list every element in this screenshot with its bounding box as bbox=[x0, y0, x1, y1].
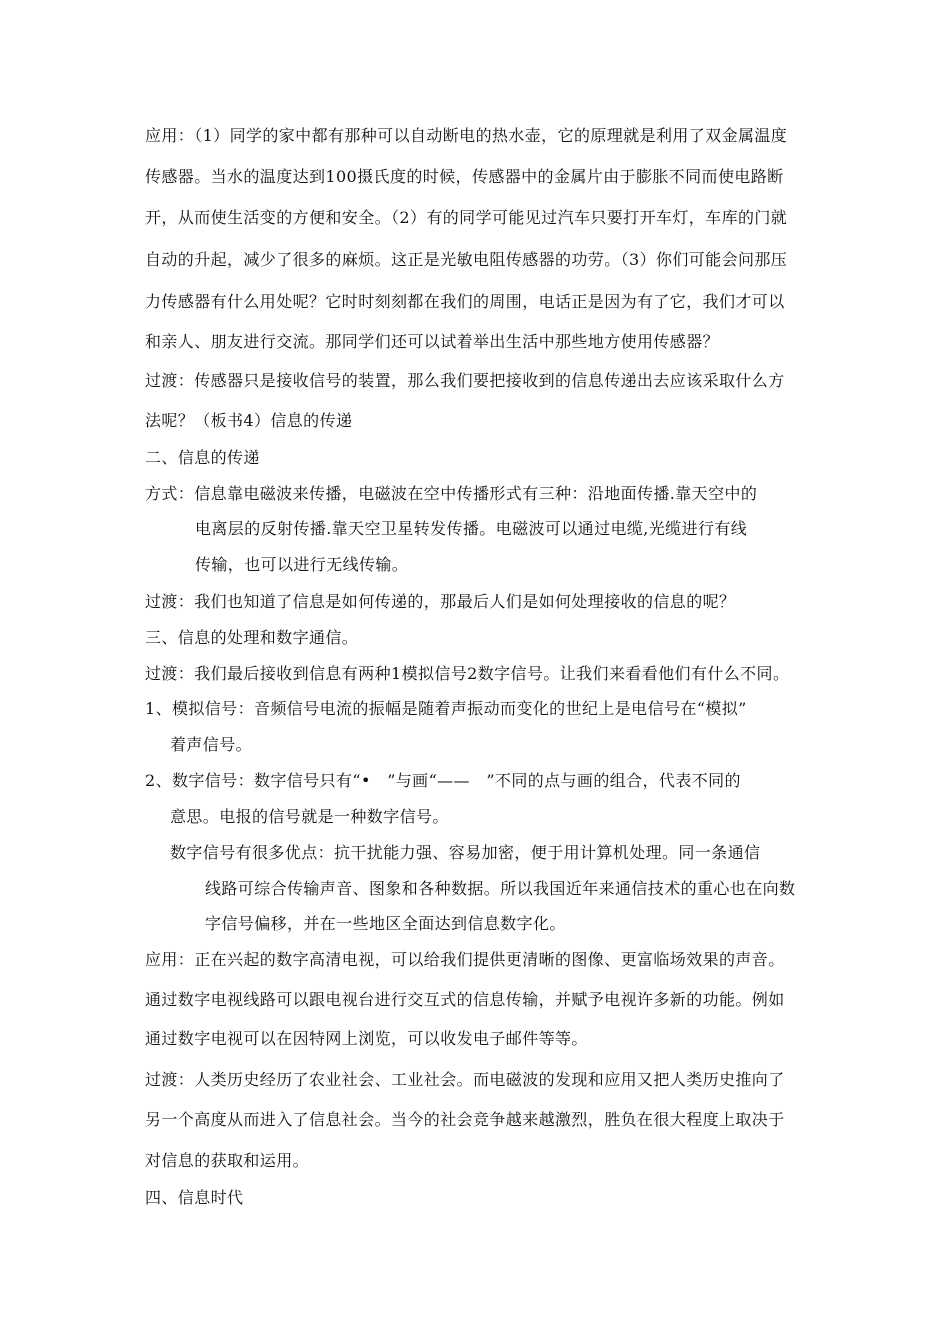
paragraph-transition-4-line-3: 对信息的获取和运用。 bbox=[145, 1151, 310, 1170]
list-item-analog-line-1: 1、模拟信号：音频信号电流的振幅是随着声振动而变化的世纪上是电信号在“模拟” bbox=[145, 699, 747, 718]
paragraph-application-sensors-line-3: 开，从而使生活变的方便和安全。（2）有的同学可能见过汽车只要打开车灯，车库的门就 bbox=[145, 208, 788, 227]
paragraph-transition-4-line-1: 过渡：人类历史经历了农业社会、工业社会。而电磁波的发现和应用又把人类历史推向了 bbox=[145, 1070, 785, 1089]
paragraph-methods-line-1: 方式：信息靠电磁波来传播，电磁波在空中传播形式有三种：沿地面传播.靠天空中的 bbox=[145, 484, 758, 503]
paragraph-application-tv-line-2: 通过数字电视线路可以跟电视台进行交互式的信息传输，并赋予电视许多新的功能。例如 bbox=[145, 990, 785, 1009]
paragraph-application-sensors-line-1: 应用：（1）同学的家中都有那种可以自动断电的热水壶，它的原理就是利用了双金属温度 bbox=[145, 126, 788, 145]
paragraph-transition-1-line-1: 过渡：传感器只是接收信号的装置，那么我们要把接收到的信息传递出去应该采取什么方 bbox=[145, 371, 785, 390]
paragraph-transition-2: 过渡：我们也知道了信息是如何传递的，那最后人们是如何处理接收的信息的呢？ bbox=[145, 592, 736, 611]
paragraph-transition-1-line-2: 法呢？（板书4）信息的传递 bbox=[145, 411, 353, 430]
list-item-analog-line-2: 着声信号。 bbox=[170, 735, 253, 754]
paragraph-digital-advantages-line-1: 数字信号有很多优点：抗干扰能力强、容易加密，便于用计算机处理。同一条通信 bbox=[170, 843, 761, 862]
list-item-digital-line-1: 2、数字信号：数字信号只有“• ”与画“—— ”不同的点与画的组合，代表不同的 bbox=[145, 771, 741, 790]
paragraph-application-sensors-line-6: 和亲人、朋友进行交流。那同学们还可以试着举出生活中那些地方使用传感器？ bbox=[145, 332, 720, 351]
section-heading-processing: 三、信息的处理和数字通信。 bbox=[145, 628, 359, 647]
paragraph-application-sensors-line-4: 自动的升起，减少了很多的麻烦。这正是光敏电阻传感器的功劳。（3）你们可能会问那压 bbox=[145, 250, 788, 269]
paragraph-transition-3: 过渡：我们最后接收到信息有两种1模拟信号2数字信号。让我们来看看他们有什么不同。 bbox=[145, 664, 790, 683]
paragraph-application-tv-line-3: 通过数字电视可以在因特网上浏览，可以收发电子邮件等等。 bbox=[145, 1029, 588, 1048]
paragraph-methods-line-3: 传输，也可以进行无线传输。 bbox=[195, 555, 409, 574]
paragraph-digital-advantages-line-2: 线路可综合传输声音、图象和各种数据。所以我国近年来通信技术的重心也在向数 bbox=[205, 879, 796, 898]
paragraph-methods-line-2: 电离层的反射传播.靠天空卫星转发传播。电磁波可以通过电缆,光缆进行有线 bbox=[195, 519, 748, 538]
paragraph-application-sensors-line-5: 力传感器有什么用处呢？它时时刻刻都在我们的周围，电话正是因为有了它，我们才可以 bbox=[145, 292, 785, 311]
paragraph-application-tv-line-1: 应用：正在兴起的数字高清电视，可以给我们提供更清晰的图像、更富临场效果的声音。 bbox=[145, 950, 785, 969]
paragraph-application-sensors-line-2: 传感器。当水的温度达到100摄氏度的时候，传感器中的金属片由于膨胀不同而使电路断 bbox=[145, 167, 784, 186]
paragraph-transition-4-line-2: 另一个高度从而进入了信息社会。当今的社会竞争越来越激烈，胜负在很大程度上取决于 bbox=[145, 1110, 785, 1129]
section-heading-information-age: 四、信息时代 bbox=[145, 1188, 244, 1207]
list-item-digital-line-2: 意思。电报的信号就是一种数字信号。 bbox=[170, 807, 449, 826]
section-heading-transmission: 二、信息的传递 bbox=[145, 448, 260, 467]
paragraph-digital-advantages-line-3: 字信号偏移，并在一些地区全面达到信息数字化。 bbox=[205, 914, 566, 933]
